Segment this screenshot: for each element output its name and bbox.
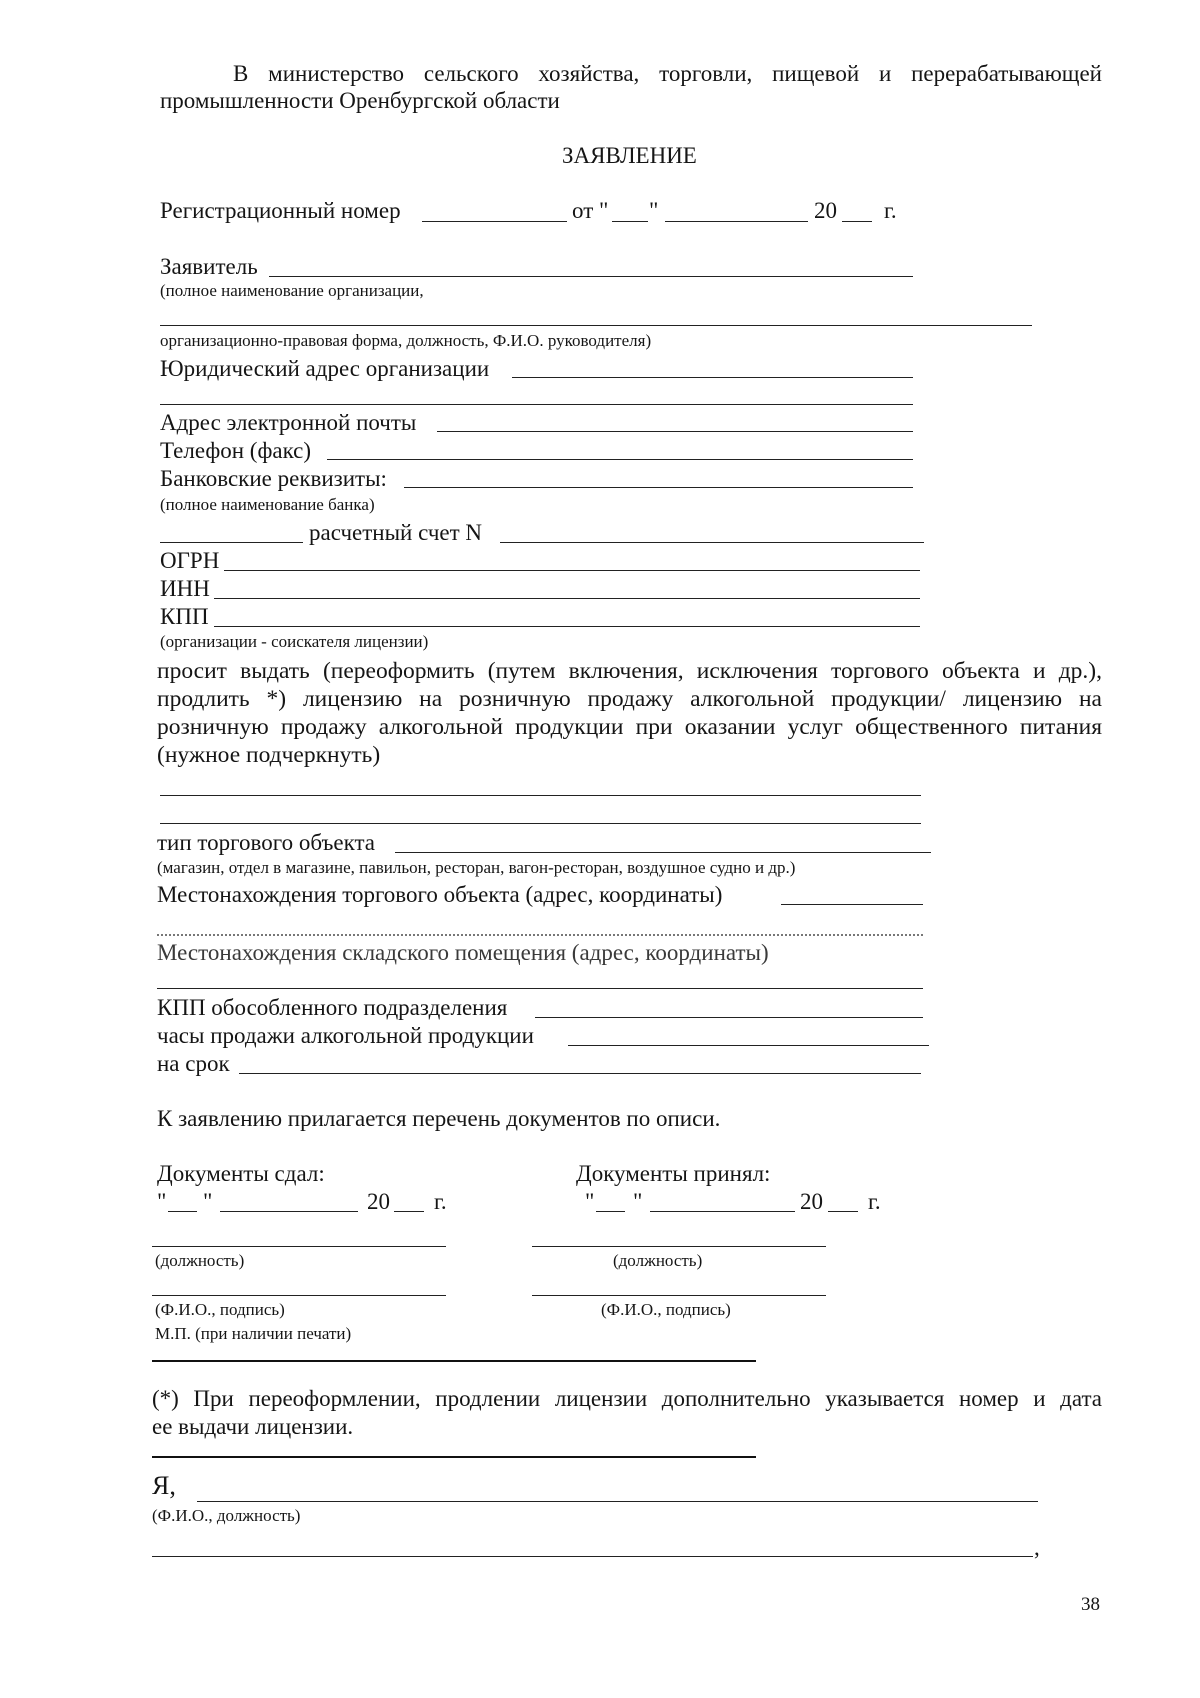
addressee-line-1: В министерство сельского хозяйства, торговли, пищевой и перерабатывающей	[233, 61, 1102, 86]
declarant-label: Я,	[152, 1471, 176, 1500]
accepted-signature-line	[532, 1295, 826, 1296]
registration-from: от "	[572, 198, 609, 223]
request-line-4: (нужное подчеркнуть)	[157, 742, 381, 768]
attachment-text: К заявлению прилагается перечень документов по описи.	[157, 1106, 721, 1131]
request-line-3: розничную продажу алкогольной продукции при оказании услуг общественного питания	[157, 714, 1102, 740]
accepted-month-line	[650, 1211, 795, 1212]
request-line-blank-2	[160, 823, 921, 824]
object-type-hint: (магазин, отдел в магазине, павильон, ресторан, вагон-ресторан, воздушное судно и др.)	[157, 858, 796, 877]
submitted-month-line	[220, 1211, 358, 1212]
footnote-line-2: ее выдачи лицензии.	[152, 1414, 354, 1439]
submitted-quote-close: "	[203, 1189, 213, 1214]
declarant-hint: (Ф.И.О., должность)	[152, 1506, 301, 1525]
account-line	[500, 542, 924, 543]
object-location-label: Местонахождения торгового объекта (адрес, координаты)	[157, 882, 723, 907]
separator-line-2	[152, 1456, 756, 1458]
submitted-year-suffix: г.	[434, 1189, 447, 1214]
inn-label: ИНН	[160, 576, 210, 601]
email-line	[437, 431, 913, 432]
warehouse-location-label: Местонахождения складского помещения (адрес, координаты)	[157, 940, 769, 965]
inn-line	[214, 598, 920, 599]
footnote-line-1: (*) При переоформлении, продлении лицензии дополнительно указывается номер и дата	[152, 1386, 1102, 1411]
legal-address-line-2	[160, 404, 913, 405]
legal-address-label: Юридический адрес организации	[160, 356, 490, 381]
sale-hours-line	[568, 1045, 929, 1046]
submitted-position-line	[152, 1246, 446, 1247]
submitted-position-hint: (должность)	[155, 1251, 245, 1270]
accepted-quote-open: "	[585, 1189, 595, 1214]
warehouse-location-line	[157, 988, 923, 989]
object-type-label: тип торгового объекта	[157, 830, 375, 855]
request-line-1: просит выдать (переоформить (путем включения, исключения торгового объекта и др.),	[157, 658, 1102, 684]
accepted-quote-close: "	[633, 1189, 643, 1214]
applicant-line-2	[160, 325, 1032, 326]
document-title: ЗАЯВЛЕНИЕ	[562, 143, 697, 168]
submitted-quote-open: "	[157, 1189, 167, 1214]
phone-line	[327, 459, 913, 460]
bank-hint: (полное наименование банка)	[160, 495, 375, 514]
declarant-line	[197, 1501, 1038, 1502]
term-line	[239, 1073, 921, 1074]
bank-name-line	[160, 542, 303, 543]
term-label: на срок	[157, 1051, 230, 1076]
registration-number-line	[422, 221, 567, 222]
declarant-comma: ,	[1034, 1535, 1040, 1560]
org-hint: (организации - соискателя лицензии)	[160, 632, 429, 651]
bank-label: Банковские реквизиты:	[160, 466, 387, 491]
registration-month-line	[665, 221, 808, 222]
object-type-line	[395, 852, 931, 853]
separate-kpp-label: КПП обособленного подразделения	[157, 995, 508, 1020]
registration-quote-close: "	[649, 198, 659, 223]
accepted-position-line	[532, 1246, 826, 1247]
legal-address-line	[512, 377, 913, 378]
account-label: расчетный счет N	[309, 520, 483, 545]
registration-year-line	[842, 221, 872, 222]
registration-year-suffix: г.	[884, 198, 897, 223]
request-line-2: продлить *) лицензию на розничную продажу алкогольной продукции/ лицензию на	[157, 686, 1102, 712]
accepted-day-line	[596, 1211, 625, 1212]
kpp-label: КПП	[160, 604, 209, 629]
accepted-year-suffix: г.	[868, 1189, 881, 1214]
submitted-signature-line	[152, 1295, 446, 1296]
separator-line-1	[152, 1360, 756, 1362]
sale-hours-label: часы продажи алкогольной продукции	[157, 1023, 534, 1048]
accepted-signature-hint: (Ф.И.О., подпись)	[601, 1300, 731, 1319]
stamp-hint: М.П. (при наличии печати)	[155, 1324, 352, 1343]
addressee-line-2: промышленности Оренбургской области	[160, 88, 560, 113]
page-number: 38	[1081, 1594, 1100, 1615]
object-location-line-2	[157, 934, 923, 936]
separate-kpp-line	[535, 1017, 923, 1018]
submitted-title: Документы сдал:	[157, 1161, 325, 1186]
applicant-hint-2: организационно-правовая форма, должность, Ф.И.О. руководителя)	[160, 331, 652, 350]
submitted-year: 20	[367, 1189, 390, 1214]
accepted-year: 20	[800, 1189, 823, 1214]
ogrn-label: ОГРН	[160, 548, 220, 573]
registration-label: Регистрационный номер	[160, 198, 401, 223]
email-label: Адрес электронной почты	[160, 410, 417, 435]
bank-line	[404, 487, 913, 488]
applicant-hint-1: (полное наименование организации,	[160, 281, 424, 300]
applicant-label: Заявитель	[160, 254, 258, 279]
registration-day-line	[612, 221, 648, 222]
accepted-position-hint: (должность)	[613, 1251, 703, 1270]
phone-label: Телефон (факс)	[160, 438, 312, 463]
submitted-year-line	[394, 1211, 424, 1212]
registration-year: 20	[814, 198, 837, 223]
declarant-line-2	[152, 1556, 1033, 1557]
applicant-line	[269, 276, 913, 277]
accepted-year-line	[828, 1211, 858, 1212]
submitted-signature-hint: (Ф.И.О., подпись)	[155, 1300, 285, 1319]
submitted-day-line	[168, 1211, 197, 1212]
kpp-line	[214, 626, 920, 627]
ogrn-line	[224, 570, 920, 571]
request-line-blank-1	[160, 795, 921, 796]
object-location-line	[781, 904, 923, 905]
accepted-title: Документы принял:	[576, 1161, 771, 1186]
